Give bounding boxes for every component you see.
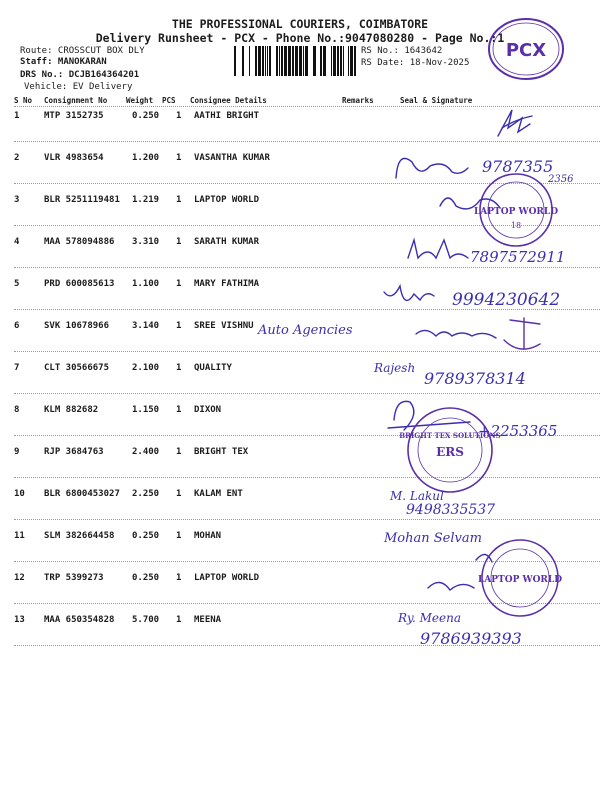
row-consignee: LAPTOP WORLD bbox=[194, 195, 260, 205]
row-weight: 2.250 bbox=[132, 489, 160, 499]
barcode-bar bbox=[337, 46, 339, 76]
row-consignment: VLR 4983654 bbox=[44, 153, 104, 163]
row-rule bbox=[14, 309, 600, 310]
barcode-bar bbox=[350, 46, 353, 76]
barcode-bar bbox=[303, 46, 304, 76]
col-pcs: PCS bbox=[162, 96, 176, 105]
row-pcs: 1 bbox=[176, 489, 182, 499]
row-consignee: BRIGHT TEX bbox=[194, 447, 249, 457]
row-consignment: RJP 3684763 bbox=[44, 447, 104, 457]
rs-number: RS No.: 1643642 bbox=[361, 46, 443, 56]
row-weight: 0.250 bbox=[132, 573, 160, 583]
sig4-phone: 7897572911 bbox=[470, 248, 566, 266]
row-rule bbox=[14, 435, 600, 436]
barcode-bar bbox=[234, 46, 236, 76]
sig10-phone: 9498335537 bbox=[406, 502, 496, 518]
signature-8 bbox=[388, 401, 470, 430]
row-pcs: 1 bbox=[176, 615, 182, 625]
rs-date: RS Date: 18-Nov-2025 bbox=[361, 58, 470, 68]
signature-5 bbox=[384, 286, 434, 300]
row-consignee: MARY FATHIMA bbox=[194, 279, 260, 289]
row-sno: 5 bbox=[14, 279, 20, 289]
row-consignee: VASANTHA KUMAR bbox=[194, 153, 270, 163]
row-rule bbox=[14, 603, 600, 604]
barcode bbox=[234, 46, 356, 76]
barcode-bar bbox=[323, 46, 326, 76]
row-pcs: 1 bbox=[176, 321, 182, 331]
row-weight: 1.200 bbox=[132, 153, 160, 163]
barcode-bar bbox=[279, 46, 280, 76]
col-weight: Weight bbox=[126, 96, 154, 105]
barcode-bar bbox=[258, 46, 261, 76]
row-consignee: SREE VISHNU bbox=[194, 321, 254, 331]
row-sno: 4 bbox=[14, 237, 20, 247]
row-consignment: CLT 30566675 bbox=[44, 363, 110, 373]
row-pcs: 1 bbox=[176, 405, 182, 415]
row-pcs: 1 bbox=[176, 153, 182, 163]
route-label: Route: CROSSCUT BOX DLY bbox=[20, 46, 145, 56]
row-rule bbox=[14, 477, 600, 478]
bright-tex-stamp bbox=[399, 408, 501, 492]
remark-row6: Auto Agencies bbox=[258, 323, 353, 338]
laptop-stamp-date-1: 18 bbox=[510, 221, 522, 230]
col-consignee: Consignee Details bbox=[190, 96, 267, 105]
laptop-stamp-text-2: LAPTOP WORLD bbox=[477, 575, 563, 585]
barcode-bar bbox=[295, 46, 298, 76]
row-consignment: MTP 3152735 bbox=[44, 111, 104, 121]
row-pcs: 1 bbox=[176, 279, 182, 289]
barcode-bar bbox=[249, 46, 250, 76]
row-weight: 0.250 bbox=[132, 111, 160, 121]
barcode-bar bbox=[269, 46, 271, 76]
row-rule bbox=[14, 519, 600, 520]
row-consignee: SARATH KUMAR bbox=[194, 237, 260, 247]
barcode-bar bbox=[299, 46, 302, 76]
signature-4 bbox=[408, 240, 468, 258]
row-weight: 0.250 bbox=[132, 531, 160, 541]
row-rule bbox=[14, 225, 600, 226]
row-consignee: KALAM ENT bbox=[194, 489, 243, 499]
barcode-bar bbox=[242, 46, 244, 76]
row-weight: 3.140 bbox=[132, 321, 160, 331]
sig7-phone: 9789378314 bbox=[424, 369, 526, 388]
pcx-stamp bbox=[486, 14, 566, 84]
signature-3 bbox=[440, 198, 500, 209]
row-pcs: 1 bbox=[176, 111, 182, 121]
row-rule bbox=[14, 351, 600, 352]
signature-2 bbox=[396, 158, 468, 178]
barcode-bar bbox=[255, 46, 257, 76]
company-title: THE PROFESSIONAL COURIERS, COIMBATORE bbox=[171, 17, 429, 31]
barcode-bar bbox=[313, 46, 316, 76]
vehicle-label: Vehicle: EV Delivery bbox=[24, 82, 133, 92]
row-consignee: DIXON bbox=[194, 405, 222, 415]
barcode-bar bbox=[284, 46, 287, 76]
row-sno: 10 bbox=[14, 489, 25, 499]
sig13-name: Ry. Meena bbox=[398, 611, 462, 625]
row-pcs: 1 bbox=[176, 573, 182, 583]
barcode-bar bbox=[333, 46, 336, 76]
sig13-phone: 9786939393 bbox=[420, 629, 522, 648]
header-rule bbox=[14, 106, 600, 107]
row-consignment: BLR 5251119481 bbox=[44, 195, 120, 205]
col-remarks: Remarks bbox=[342, 96, 374, 105]
row-consignment: PRD 600085613 bbox=[44, 279, 115, 289]
barcode-bar bbox=[265, 46, 266, 76]
row-consignee: MEENA bbox=[194, 615, 222, 625]
barcode-bar bbox=[281, 46, 283, 76]
barcode-bar bbox=[267, 46, 268, 76]
signature-6 bbox=[416, 330, 496, 338]
row-rule bbox=[14, 561, 600, 562]
row-weight: 2.400 bbox=[132, 447, 160, 457]
row-weight: 1.150 bbox=[132, 405, 160, 415]
row-rule bbox=[14, 393, 600, 394]
barcode-bar bbox=[305, 46, 308, 76]
row-sno: 8 bbox=[14, 405, 20, 415]
barcode-bar bbox=[331, 46, 332, 76]
row-weight: 1.100 bbox=[132, 279, 160, 289]
sig2-extra: 2356 bbox=[548, 174, 574, 185]
runsheet-subtitle: Delivery Runsheet - PCX - Phone No.:9047080280 - Page No.:1 bbox=[95, 31, 505, 45]
barcode-bar bbox=[340, 46, 342, 76]
barcode-bar bbox=[354, 46, 356, 76]
laptop-world-stamp-1 bbox=[474, 174, 558, 246]
row-consignee: MOHAN bbox=[194, 531, 222, 541]
row-consignment: MAA 578094886 bbox=[44, 237, 115, 247]
sig7-name: Rajesh bbox=[374, 361, 416, 375]
row-pcs: 1 bbox=[176, 195, 182, 205]
barcode-bar bbox=[292, 46, 294, 76]
sig2-phone: 9787355 bbox=[482, 157, 554, 176]
col-consignment: Consignment No bbox=[44, 96, 108, 105]
row-rule bbox=[14, 645, 600, 646]
row-consignment: KLM 882682 bbox=[44, 405, 99, 415]
row-weight: 3.310 bbox=[132, 237, 160, 247]
row-sno: 12 bbox=[14, 573, 25, 583]
barcode-bar bbox=[288, 46, 291, 76]
barcode-bar bbox=[320, 46, 322, 76]
tvs-stamp-6 bbox=[504, 318, 540, 349]
row-rule bbox=[14, 267, 600, 268]
row-sno: 7 bbox=[14, 363, 20, 373]
row-rule bbox=[14, 141, 600, 142]
row-consignment: MAA 650354828 bbox=[44, 615, 115, 625]
row-consignment: SLM 382664458 bbox=[44, 531, 115, 541]
row-sno: 9 bbox=[14, 447, 20, 457]
row-weight: 1.219 bbox=[132, 195, 160, 205]
drs-number: DRS No.: DCJB164364201 bbox=[20, 70, 140, 80]
laptop-world-stamp-2 bbox=[478, 540, 562, 616]
row-sno: 11 bbox=[14, 531, 25, 541]
row-consignment: TRP 5399273 bbox=[44, 573, 104, 583]
tex-stamp-text: BRIGHT TEX SOLUTIONS bbox=[399, 431, 501, 440]
row-sno: 13 bbox=[14, 615, 25, 625]
row-consignment: BLR 6800453027 bbox=[44, 489, 120, 499]
row-sno: 1 bbox=[14, 111, 20, 121]
row-consignee: AATHI BRIGHT bbox=[194, 111, 260, 121]
row-pcs: 1 bbox=[176, 531, 182, 541]
row-pcs: 1 bbox=[176, 363, 182, 373]
barcode-bar bbox=[262, 46, 264, 76]
row-sno: 2 bbox=[14, 153, 20, 163]
staff-label: Staff: MANOKARAN bbox=[20, 57, 107, 67]
row-sno: 6 bbox=[14, 321, 20, 331]
row-consignment: SVK 10678966 bbox=[44, 321, 110, 331]
sig5-phone: 9994230642 bbox=[452, 290, 561, 310]
row-weight: 2.100 bbox=[132, 363, 160, 373]
sig11-name: Mohan Selvam bbox=[384, 531, 482, 546]
row-pcs: 1 bbox=[176, 447, 182, 457]
barcode-bar bbox=[348, 46, 349, 76]
laptop-stamp-text-1: LAPTOP WORLD bbox=[473, 207, 559, 217]
row-rule bbox=[14, 183, 600, 184]
pcx-stamp-text: PCX bbox=[505, 40, 547, 61]
col-seal: Seal & Signature bbox=[400, 96, 473, 105]
row-consignee: LAPTOP WORLD bbox=[194, 573, 260, 583]
row-weight: 5.700 bbox=[132, 615, 160, 625]
row-pcs: 1 bbox=[176, 237, 182, 247]
sig8-phone: +2253365 bbox=[478, 422, 558, 440]
signature-12 bbox=[428, 554, 492, 590]
signature-1 bbox=[498, 110, 530, 136]
barcode-bar bbox=[276, 46, 278, 76]
sig10-name: M. Lakul bbox=[390, 489, 444, 503]
barcode-bar bbox=[343, 46, 344, 76]
tex-stamp-mid: ERS bbox=[436, 445, 464, 459]
row-sno: 3 bbox=[14, 195, 20, 205]
col-sno: S No bbox=[14, 96, 33, 105]
row-consignee: QUALITY bbox=[194, 363, 232, 373]
